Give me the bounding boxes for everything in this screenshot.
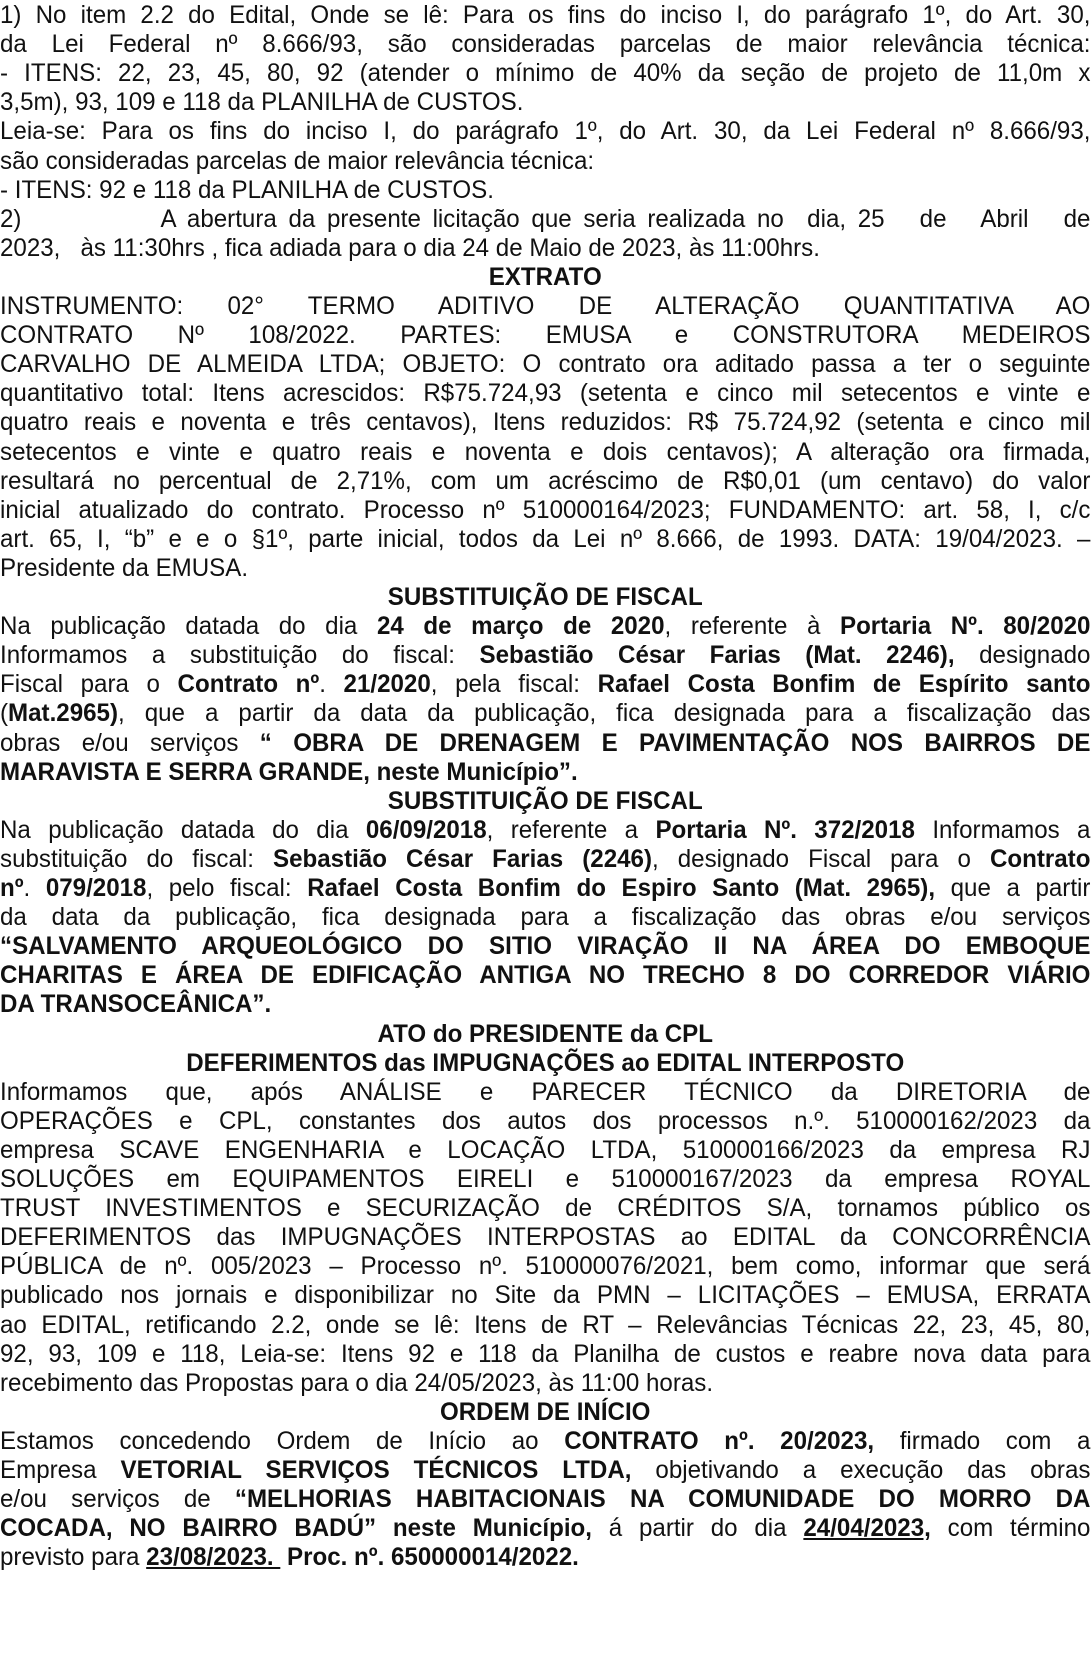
text-segment: Portaria Nº. 80/2020 bbox=[839, 612, 1091, 641]
text-line bbox=[0, 1135, 1090, 1166]
text-segment: CONTRATO Nº 108/2022. PARTES: EMUSA e CONSTRUTORA MEDEIROS bbox=[0, 321, 1091, 350]
text-segment: Estamos concedendo Ordem de Início ao bbox=[0, 1426, 565, 1455]
text-segment: Contrato bbox=[989, 844, 1091, 873]
text-line bbox=[0, 553, 1090, 584]
text-line bbox=[0, 1048, 1090, 1079]
text-segment: Portaria Nº. 372/2018 bbox=[655, 815, 915, 844]
text-line bbox=[0, 902, 1090, 933]
text-segment: objetivando a execução das obras bbox=[631, 1456, 1091, 1484]
text-line bbox=[0, 1310, 1090, 1341]
text-segment: , pela fiscal: bbox=[430, 670, 598, 699]
text-line bbox=[0, 1397, 1090, 1428]
text-segment: , pelo fiscal: bbox=[146, 874, 308, 902]
text-segment: publicado nos jornais e disponibilizar no Site da PMN – LICITAÇÕES – EMUSA, ERRATA bbox=[0, 1281, 1091, 1310]
text-line bbox=[0, 58, 1090, 89]
text-segment: SUBSTITUIÇÃO DE FISCAL bbox=[387, 583, 703, 611]
text-line bbox=[0, 291, 1090, 322]
text-line bbox=[0, 1106, 1090, 1137]
text-line bbox=[0, 262, 1090, 293]
text-segment: , que a partir da data da publicação, fica designada para a fiscalização das bbox=[118, 699, 1091, 728]
text-segment: á partir do dia bbox=[591, 1514, 804, 1543]
text-line bbox=[0, 495, 1090, 526]
text-line bbox=[0, 728, 1090, 759]
text-segment: Presidente da EMUSA. bbox=[0, 553, 249, 582]
text-line bbox=[0, 582, 1090, 613]
text-line bbox=[0, 233, 1090, 264]
text-segment: com término bbox=[930, 1514, 1091, 1543]
text-segment: nº bbox=[0, 874, 24, 902]
text-segment: CONTRATO nº. 20/2023, bbox=[564, 1426, 875, 1455]
text-line bbox=[0, 175, 1090, 206]
text-segment: DEFERIMENTOS das IMPUGNAÇÕES ao EDITAL INTERPOSTO bbox=[186, 1048, 905, 1077]
text-line bbox=[0, 378, 1090, 409]
text-line bbox=[0, 960, 1090, 991]
text-segment: - ITENS: 22, 23, 45, 80, 92 (atender o mínimo de 40% da seção de projeto de 11,0m x bbox=[0, 59, 1091, 88]
text-line bbox=[0, 1484, 1090, 1515]
text-segment: art. 65, I, “b” e e o §1º, parte inicial, todos da Lei nº 8.666, de 1993. DATA: 19/04/2023. – bbox=[0, 524, 1091, 553]
text-segment: OPERAÇÕES e CPL, constantes dos autos dos processos n.º. 510000162/2023 da bbox=[0, 1106, 1091, 1135]
text-segment: Informamos a substituição do fiscal: bbox=[0, 641, 480, 670]
text-segment: - ITENS: 92 e 118 da PLANILHA de CUSTOS. bbox=[0, 175, 494, 204]
text-line bbox=[0, 611, 1090, 642]
text-segment: ATO do PRESIDENTE da CPL bbox=[377, 1019, 713, 1048]
text-segment: 079/2018 bbox=[45, 874, 147, 902]
text-segment: “MELHORIAS HABITACIONAIS NA COMUNIDADE DO MORRO DA bbox=[234, 1485, 1091, 1514]
text-segment: 24/04/2023, bbox=[803, 1514, 931, 1543]
text-line bbox=[0, 640, 1090, 671]
text-segment: 3,5m), 93, 109 e 118 da PLANILHA de CUSTOS. bbox=[0, 88, 524, 117]
text-line bbox=[0, 786, 1090, 817]
text-segment: Na publicação datada do dia bbox=[0, 612, 377, 641]
text-segment: setecentos e vinte e quatro reais e noventa e dois centavos); A alteração ora firmada, bbox=[0, 437, 1091, 466]
text-line bbox=[0, 466, 1090, 497]
text-segment: DEFERIMENTOS das IMPUGNAÇÕES INTERPOSTAS ao EDITAL da CONCORRÊNCIA bbox=[0, 1223, 1091, 1252]
text-segment: SOLUÇÕES em EQUIPAMENTOS EIRELI e 510000167/2023 da empresa ROYAL bbox=[0, 1165, 1091, 1193]
text-segment: TRUST INVESTIMENTOS e SECURIZAÇÃO de CRÉDITOS S/A, tornamos público os bbox=[0, 1194, 1091, 1223]
text-segment: EXTRATO bbox=[488, 262, 602, 291]
text-segment: quantitativo total: Itens acrescidos: R$75.724,93 (setenta e cinco mil setecentos e vinte e bbox=[0, 379, 1091, 408]
text-line bbox=[0, 1019, 1090, 1050]
text-line bbox=[0, 437, 1090, 468]
text-line bbox=[0, 1251, 1090, 1282]
text-segment: 24 de março de 2020 bbox=[376, 612, 665, 641]
text-line bbox=[0, 931, 1090, 962]
text-line bbox=[0, 1193, 1090, 1224]
text-segment: Mat.2965) bbox=[8, 699, 119, 728]
text-line bbox=[0, 524, 1090, 555]
text-line bbox=[0, 407, 1090, 438]
text-segment: “SALVAMENTO ARQUEOLÓGICO DO SITIO VIRAÇÃO II NA ÁREA DO EMBOQUE bbox=[0, 932, 1091, 961]
text-segment: empresa SCAVE ENGENHARIA e LOCAÇÃO LTDA, 510000166/2023 da empresa RJ bbox=[0, 1135, 1091, 1164]
text-segment: . bbox=[23, 874, 46, 902]
text-segment: COCADA, NO BAIRRO BADÚ” neste Município, bbox=[0, 1514, 592, 1543]
text-segment: SUBSTITUIÇÃO DE FISCAL bbox=[387, 786, 703, 815]
text-segment: 2) A abertura da presente licitação que seria realizada no dia, 25 de Abril de bbox=[0, 204, 1091, 233]
text-segment: Contrato nº bbox=[177, 670, 320, 699]
text-segment: , referente à bbox=[664, 612, 840, 641]
text-segment: 1) No item 2.2 do Edital, Onde se lê: Para os fins do inciso I, do parágrafo 1º, do Art. 30, bbox=[0, 1, 1091, 29]
text-segment: “ OBRA DE DRENAGEM E PAVIMENTAÇÃO NOS BAIRROS DE bbox=[259, 728, 1091, 757]
text-line bbox=[0, 757, 1090, 788]
text-segment: Proc. nº. 650000014/2022. bbox=[280, 1543, 579, 1572]
text-segment: Sebastião César Farias (2246) bbox=[273, 844, 652, 873]
text-segment: previsto para bbox=[0, 1543, 147, 1572]
text-line bbox=[0, 1164, 1090, 1195]
text-segment: Empresa bbox=[0, 1456, 121, 1484]
text-segment: Informamos a bbox=[914, 815, 1091, 844]
text-line bbox=[0, 320, 1090, 351]
text-segment: que a partir bbox=[935, 874, 1091, 902]
text-line bbox=[0, 29, 1090, 60]
text-segment: Rafael Costa Bonfim do Espiro Santo (Mat. 2965), bbox=[307, 874, 936, 902]
text-segment: quatro reais e noventa e três centavos), Itens reduzidos: R$ 75.724,92 (setenta e cinco mil bbox=[0, 408, 1091, 437]
text-segment: 06/09/2018 bbox=[365, 815, 487, 844]
text-line bbox=[0, 1542, 1090, 1573]
text-line bbox=[0, 1513, 1090, 1544]
text-line bbox=[0, 989, 1090, 1020]
text-segment: . bbox=[319, 670, 344, 699]
text-line bbox=[0, 815, 1090, 846]
text-line bbox=[0, 698, 1090, 729]
text-line bbox=[0, 1339, 1090, 1370]
text-line bbox=[0, 204, 1090, 235]
text-segment: 23/08/2023. bbox=[146, 1543, 281, 1572]
text-segment: obras e/ou serviços bbox=[0, 728, 260, 757]
text-segment: ( bbox=[0, 699, 9, 728]
text-segment: , designado Fiscal para o bbox=[651, 844, 990, 873]
text-segment: VETORIAL SERVIÇOS TÉCNICOS LTDA, bbox=[120, 1456, 632, 1484]
text-line bbox=[0, 669, 1090, 700]
text-line bbox=[0, 0, 1090, 31]
text-segment: firmado com a bbox=[874, 1426, 1091, 1455]
text-segment: PÚBLICA de nº. 005/2023 – Processo nº. 510000076/2021, bem como, informar que será bbox=[0, 1252, 1091, 1281]
text-segment: resultará no percentual de 2,71%, com um acréscimo de R$0,01 (um centavo) do valor bbox=[0, 466, 1091, 495]
text-line bbox=[0, 146, 1090, 177]
text-segment: INSTRUMENTO: 02° TERMO ADITIVO DE ALTERAÇÃO QUANTITATIVA AO bbox=[0, 292, 1091, 320]
text-segment: Rafael Costa Bonfim de Espírito santo bbox=[597, 670, 1091, 699]
text-segment: ao EDITAL, retificando 2.2, onde se lê: Itens de RT – Relevâncias Técnicas 22, 23, 45, 80, bbox=[0, 1310, 1091, 1339]
text-segment: da data da publicação, fica designada para a fiscalização das obras e/ou serviços bbox=[0, 903, 1091, 932]
text-segment: designado bbox=[954, 641, 1091, 670]
text-segment: 2023, às 11:30hrs , fica adiada para o dia 24 de Maio de 2023, às 11:00hrs. bbox=[0, 233, 820, 262]
text-line bbox=[0, 1077, 1090, 1108]
text-segment: são consideradas parcelas de maior relevância técnica: bbox=[0, 146, 595, 175]
text-segment: CHARITAS E ÁREA DE EDIFICAÇÃO ANTIGA NO TRECHO 8 DO CORREDOR VIÁRIO bbox=[0, 961, 1091, 990]
text-segment: 92, 93, 109 e 118, Leia-se: Itens 92 e 118 da Planilha de custos e reabre nova data para bbox=[0, 1339, 1091, 1368]
text-segment: ORDEM DE INÍCIO bbox=[439, 1397, 651, 1426]
text-line bbox=[0, 873, 1090, 904]
text-segment: CARVALHO DE ALMEIDA LTDA; OBJETO: O contrato ora aditado passa a ter o seguinte bbox=[0, 350, 1091, 379]
text-line bbox=[0, 1280, 1090, 1311]
text-segment: , referente a bbox=[486, 815, 656, 844]
text-line bbox=[0, 1222, 1090, 1253]
text-line bbox=[0, 87, 1090, 118]
text-segment: Informamos que, após ANÁLISE e PARECER TÉCNICO da DIRETORIA de bbox=[0, 1077, 1091, 1106]
text-segment: da Lei Federal nº 8.666/93, são consideradas parcelas de maior relevância técnica: bbox=[0, 30, 1091, 59]
text-segment: recebimento das Propostas para o dia 24/05/2023, às 11:00 horas. bbox=[0, 1368, 714, 1397]
text-line bbox=[0, 116, 1090, 147]
text-segment: Na publicação datada do dia bbox=[0, 815, 366, 844]
text-segment: DA TRANSOCEÂNICA”. bbox=[0, 990, 272, 1019]
text-segment: substituição do fiscal: bbox=[0, 844, 274, 873]
text-line bbox=[0, 1368, 1090, 1399]
text-segment: e/ou serviços de bbox=[0, 1485, 235, 1514]
text-segment: inicial atualizado do contrato. Processo nº 510000164/2023; FUNDAMENTO: art. 58, I, c/c bbox=[0, 495, 1091, 524]
text-segment: MARAVISTA E SERRA GRANDE, neste Município”. bbox=[0, 757, 578, 786]
text-line bbox=[0, 1455, 1090, 1486]
text-segment: Leia-se: Para os fins do inciso I, do parágrafo 1º, do Art. 30, da Lei Federal nº 8.666/93, bbox=[0, 117, 1091, 146]
text-segment: 21/2020 bbox=[343, 670, 431, 699]
text-line bbox=[0, 1426, 1090, 1457]
text-line bbox=[0, 349, 1090, 380]
text-line bbox=[0, 844, 1090, 875]
text-segment: Fiscal para o bbox=[0, 670, 178, 699]
text-segment: Sebastião César Farias (Mat. 2246), bbox=[479, 641, 955, 670]
